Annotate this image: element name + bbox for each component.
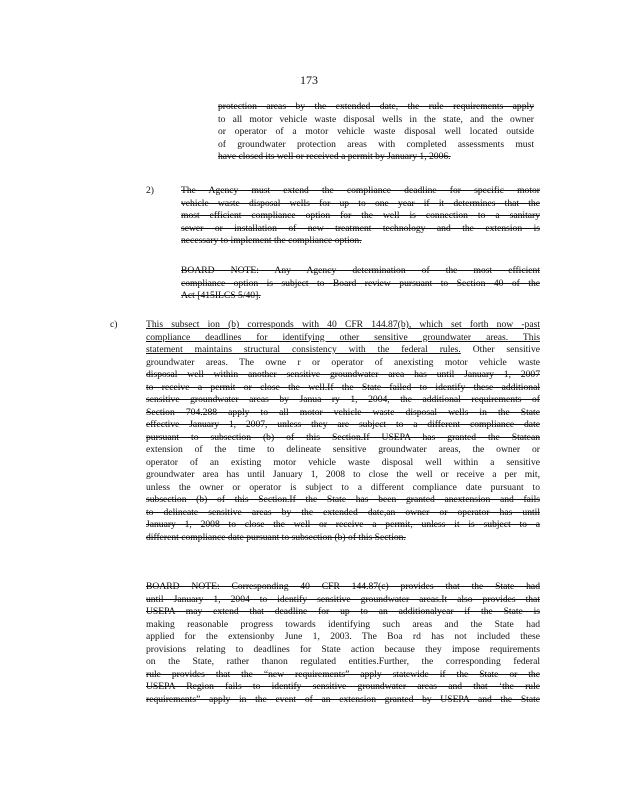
text-line — [181, 210, 540, 223]
text-segment: groundwater areas. The owne r or operator of anexisting motor vehicle waste — [146, 356, 540, 368]
struck-text: BOARD NOTE: Any Agency determination of the most efficient — [181, 265, 540, 276]
text-line — [146, 457, 540, 470]
text-line — [181, 185, 540, 198]
text-line — [146, 357, 540, 370]
board-note-1 — [181, 265, 540, 303]
text-line — [146, 394, 540, 407]
item-c-paragraph — [146, 319, 540, 544]
text-segment: groundwater area has until January 1, 2008 to close the well or receive a per mit, — [146, 469, 540, 480]
text-line — [146, 694, 540, 707]
text-segment: to all motor vehicle waste disposal wells in the state, and the owner — [218, 113, 534, 125]
struck-text: to receive a permit or close the well.If the State failed to identify these additional — [146, 381, 540, 393]
continued-paragraph — [218, 101, 534, 164]
text-line — [146, 606, 540, 619]
text-line — [146, 382, 540, 395]
text-segment: provisions relating to deadlines for State action because they impose requirements — [146, 643, 540, 655]
text-line — [146, 594, 540, 607]
board-note-2 — [146, 581, 540, 706]
struck-text: sensitive groundwater areas by Janua ry 1, 2004, the additional requirements of — [146, 394, 540, 405]
struck-text: subsection (b) of this Section.If the State has been granted anextension and fails — [146, 494, 540, 505]
text-line — [146, 482, 540, 495]
item-c-label: c) — [110, 319, 118, 330]
struck-text: requirements” apply in the event of an extension granted by USEPA and the State — [146, 693, 540, 705]
text-line — [146, 332, 540, 345]
text-line — [146, 432, 540, 445]
item-2-paragraph — [181, 185, 540, 248]
text-line — [146, 507, 540, 520]
struck-text: BOARD NOTE: Corresponding 40 CFR 144.87(c) provides that the State had — [146, 581, 540, 592]
text-line — [146, 469, 540, 482]
struck-text: different compliance date pursuant to subsection (b) of this Section. — [146, 531, 406, 543]
underlined-text: statement maintains structural consistency with the federal rules. — [146, 344, 461, 355]
item-2-label: 2) — [146, 185, 154, 196]
text-line — [218, 101, 534, 114]
page-number: 173 — [300, 73, 318, 87]
text-line — [181, 223, 540, 236]
text-line — [146, 619, 540, 632]
text-line — [146, 319, 540, 332]
struck-text: rule provides that the “new requirements” apply statewide if the State or the — [146, 668, 540, 680]
struck-text: disposal well within another sensitive groundwater area has until January 1, 2007 — [146, 369, 540, 380]
struck-text: protection areas by the extended date, the rule requirements apply — [218, 101, 534, 112]
text-line — [146, 369, 540, 382]
text-segment: applied for the extensionby June 1, 2003. The Boa rd has not included these — [146, 631, 540, 642]
text-line — [146, 444, 540, 457]
text-line — [218, 126, 534, 139]
struck-text: The Agency must extend the compliance deadline for specific motor — [181, 185, 540, 196]
text-segment: operator of an existing motor vehicle waste disposal well within a sensitive — [146, 456, 540, 468]
struck-text: compliance option is subject to Board review pursuant to Section 40 of the — [181, 277, 540, 289]
struck-text: until January 1, 2004 to identify sensitive groundwater areas.It also provides that — [146, 593, 540, 605]
struck-text: vehicle waste disposal wells for up to one year if it determines that the — [181, 197, 540, 209]
struck-text: USEPA Region fails to identify sensitive groundwater areas and that ‘the rule — [146, 681, 540, 692]
text-line — [146, 656, 540, 669]
underlined-text: This subsect ion (b) corresponds with 40 CFR 144.87(b), which set forth now -past — [146, 319, 540, 330]
struck-text: Section 704.288 apply to all motor vehicle waste disposal wells in the State — [146, 406, 540, 418]
struck-text: Act [415ILCS 5/40]. — [181, 290, 261, 301]
text-segment: of groundwater protection areas with completed assessments must — [218, 138, 534, 150]
text-line — [146, 344, 540, 357]
text-line — [146, 407, 540, 420]
text-line — [181, 290, 540, 303]
struck-text: to delineate sensitive areas by the extended date,an owner or operator has until — [146, 506, 540, 518]
text-segment: making reasonable progress towards identifying such areas and the State had — [146, 618, 540, 630]
text-line — [181, 265, 540, 278]
text-line — [146, 419, 540, 432]
struck-text: January 1, 2008 to close the well or receive a permit, unless it is subject to a — [146, 519, 540, 530]
text-line — [218, 139, 534, 152]
text-line — [181, 235, 540, 248]
underlined-text: compliance deadlines for identifying other sensitive groundwater areas. This — [146, 331, 540, 343]
text-line — [146, 532, 540, 545]
text-segment: or operator of a motor vehicle waste disposal well located outside — [218, 126, 534, 137]
text-segment: Other sensitive — [460, 344, 541, 355]
struck-text: effective January 1, 2007, unless they are subject to a different compliance date — [146, 419, 540, 430]
text-line — [146, 669, 540, 682]
text-segment: on the State, rather thanon regulated entities.Further, the corresponding federal — [146, 656, 540, 667]
text-line — [218, 114, 534, 127]
text-line — [146, 631, 540, 644]
struck-text: USEPA may extend that deadline for up to an additionalyear if the State is — [146, 606, 540, 617]
struck-text: sewer or installation of new treatment technology and the extension is — [181, 222, 540, 234]
text-line — [181, 198, 540, 211]
struck-text: most efficient compliance option for the well is connection to a sanitary — [181, 210, 540, 221]
struck-text: have closed its well or received a permit by January 1, 2006. — [218, 151, 451, 162]
text-line — [146, 581, 540, 594]
text-line — [146, 494, 540, 507]
text-segment: extension of the time to delineate sensitive groundwater areas, the owner or — [146, 444, 540, 455]
struck-text: necessary to implement the compliance option. — [181, 235, 362, 246]
text-line — [146, 644, 540, 657]
text-line — [218, 151, 534, 164]
struck-text: pursuant to subsection (b) of this Section.If USEPA has granted the Statean — [146, 431, 540, 443]
text-line — [181, 278, 540, 291]
text-segment: unless the owner or operator is subject to a different compliance date pursuant to — [146, 481, 540, 493]
text-line — [146, 681, 540, 694]
text-line — [146, 519, 540, 532]
